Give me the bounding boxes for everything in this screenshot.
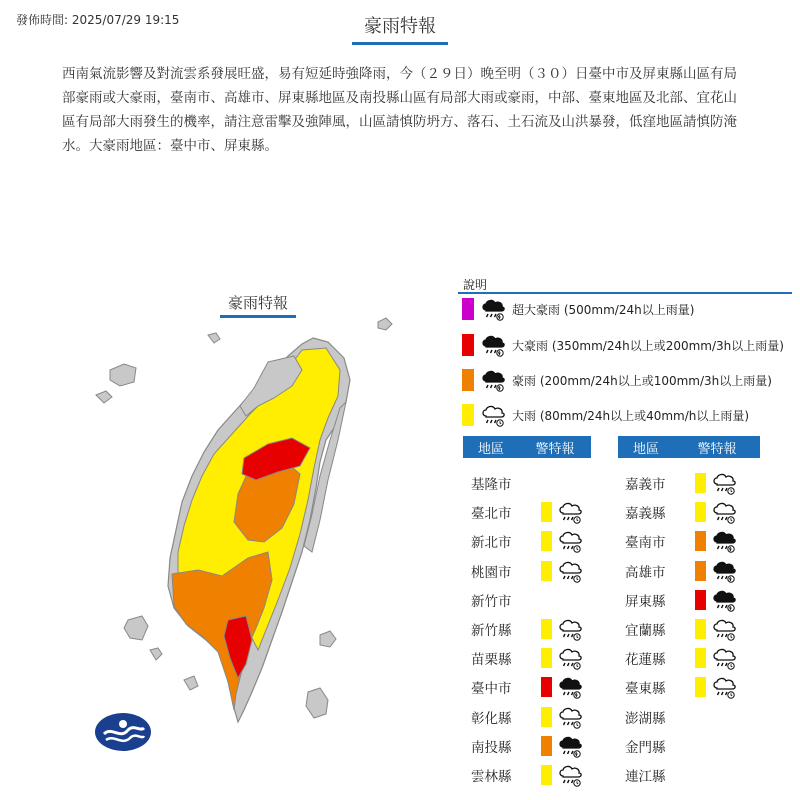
legend-color-swatch [462, 298, 474, 320]
rain-cloud-icon [557, 645, 583, 671]
table-row [471, 703, 583, 731]
table-row [625, 673, 737, 701]
thunder-rain-cloud-icon [711, 587, 737, 613]
warning-level-swatch [695, 473, 706, 493]
region-name: 金門縣 [625, 739, 666, 756]
page-title: 豪雨特報 [352, 12, 448, 45]
taiwan-warning-map [88, 290, 428, 760]
taiwan-map-svg [88, 290, 428, 760]
rain-cloud-icon [557, 762, 583, 788]
warning-level-swatch [541, 765, 552, 785]
warning-level-swatch [695, 502, 706, 522]
col-warning-label: 警特報 [697, 441, 737, 457]
rain-cloud-icon [557, 616, 583, 642]
warning-level-swatch [695, 648, 706, 668]
thunder-rain-cloud-icon [557, 733, 583, 759]
region-name: 嘉義市 [625, 477, 666, 493]
warning-level-swatch [541, 531, 552, 551]
legend-divider [458, 292, 792, 294]
rain-cloud-icon [557, 704, 583, 730]
table-row [625, 732, 695, 760]
table-header-right [618, 436, 760, 458]
table-row [625, 761, 695, 789]
table-row [471, 557, 583, 585]
table-row [471, 498, 583, 526]
region-name: 連江縣 [625, 769, 666, 785]
warning-level-swatch [541, 561, 552, 581]
col-warning-label: 警特報 [535, 441, 575, 457]
legend-item [462, 367, 772, 393]
table-row [471, 761, 583, 789]
table-row [625, 527, 737, 555]
warning-level-swatch [541, 502, 552, 522]
thunder-rain-cloud-icon [480, 367, 506, 393]
col-region-label: 地區 [632, 441, 659, 457]
region-name: 南投縣 [471, 739, 512, 756]
table-row [471, 644, 583, 672]
table-row [625, 498, 737, 526]
rain-cloud-icon [711, 645, 737, 671]
region-name: 嘉義縣 [625, 506, 666, 523]
legend-item [462, 402, 749, 428]
region-name: 彰化縣 [471, 710, 512, 727]
warning-level-swatch [695, 531, 706, 551]
thunder-rain-cloud-icon [557, 674, 583, 700]
warning-level-swatch [541, 707, 552, 727]
rain-cloud-icon [557, 558, 583, 584]
table-row [471, 615, 583, 643]
table-row [625, 615, 737, 643]
region-name: 屏東縣 [625, 593, 666, 610]
table-header-left [463, 436, 591, 458]
warning-level-swatch [695, 677, 706, 697]
rain-cloud-icon [711, 499, 737, 525]
legend-color-swatch [462, 404, 474, 426]
rain-cloud-icon [711, 470, 737, 496]
legend-item-label: 超大豪雨 (500mm/24h以上雨量) [512, 302, 695, 317]
region-name: 苗栗縣 [471, 652, 512, 669]
warning-level-swatch [695, 590, 706, 610]
penghu-island-shape [124, 616, 198, 690]
region-name: 高雄市 [625, 564, 666, 581]
warning-level-swatch [695, 619, 706, 639]
warning-level-swatch [541, 677, 552, 697]
table-row [625, 469, 737, 497]
rain-cloud-icon [711, 616, 737, 642]
region-name: 新北市 [471, 535, 512, 552]
region-name: 新竹市 [471, 593, 512, 610]
legend-item-label: 大雨 (80mm/24h以上或40mm/h以上雨量) [512, 408, 750, 423]
region-name: 臺東縣 [625, 681, 666, 698]
legend-color-swatch [462, 334, 474, 356]
thunder-rain-cloud-icon [711, 528, 737, 554]
table-row [625, 557, 737, 585]
table-row [625, 703, 695, 731]
warning-description: 西南氣流影響及對流雲系發展旺盛，易有短延時強降雨，今（２９日）晚至明（３０）日臺中市及屏東縣山區有局部豪雨或大豪雨，臺南市、高雄市、屏東縣地區及南投縣山區有局部大雨或豪雨，中部、臺東地區及北部、宜花山區有局部大雨發生的機率，請注意雷擊及強陣風，山區請慎防坍方、落石、土石流及山洪暴發，低窪地區請慎防淹水。大豪雨地區：臺中市、屏東縣。 [62, 66, 737, 154]
table-row [471, 527, 583, 555]
warning-level-swatch [695, 561, 706, 581]
rain-cloud-icon [557, 499, 583, 525]
region-name: 臺中市 [471, 681, 512, 698]
cwa-logo-icon [94, 712, 152, 752]
rain-cloud-icon [557, 528, 583, 554]
region-name: 新竹縣 [471, 623, 512, 639]
warning-level-swatch [541, 736, 552, 756]
warning-level-swatch [541, 619, 552, 639]
legend-title: 說明 [463, 278, 488, 292]
table-row [625, 586, 737, 614]
region-name: 臺北市 [471, 506, 512, 523]
legend-color-swatch [462, 369, 474, 391]
region-name: 雲林縣 [471, 769, 512, 785]
legend-item-label: 豪雨 (200mm/24h以上或100mm/3h以上雨量) [512, 373, 772, 388]
map-title: 豪雨特報 [220, 292, 296, 318]
legend-item-label: 大豪雨 (350mm/24h以上或200mm/3h以上雨量) [512, 338, 784, 353]
region-name: 澎湖縣 [625, 710, 666, 727]
rain-cloud-icon [480, 402, 506, 428]
warning-level-swatch [541, 648, 552, 668]
thunder-rain-cloud-icon [480, 296, 506, 322]
table-row [625, 644, 737, 672]
thunder-rain-cloud-icon [711, 558, 737, 584]
table-row [471, 586, 541, 614]
legend-item [462, 296, 694, 322]
table-row [471, 732, 583, 760]
green-island-shape [306, 631, 336, 718]
legend-item [462, 332, 784, 358]
publish-time: 發佈時間: 2025/07/29 19:15 [16, 13, 180, 27]
region-name: 臺南市 [625, 535, 666, 552]
thunder-rain-cloud-icon [480, 332, 506, 358]
rain-cloud-icon [711, 674, 737, 700]
region-name: 宜蘭縣 [625, 623, 666, 639]
region-name: 桃園市 [471, 564, 512, 581]
table-row [471, 469, 541, 497]
table-row [471, 673, 583, 701]
region-name: 基隆市 [471, 477, 512, 493]
col-region-label: 地區 [477, 441, 504, 457]
region-name: 花蓮縣 [625, 652, 666, 669]
